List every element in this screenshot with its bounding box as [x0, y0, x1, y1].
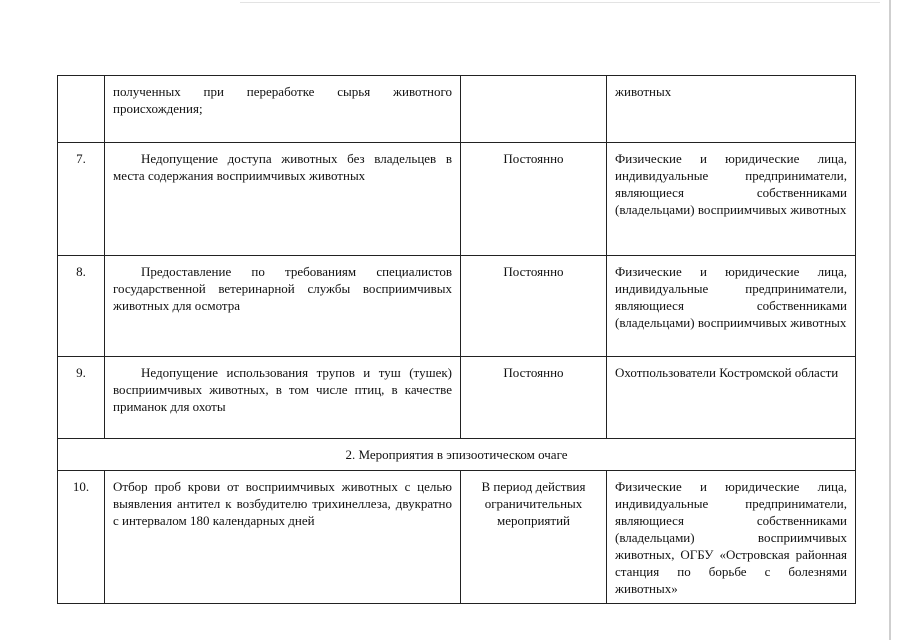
- responsible-cell: Физические и юридические лица, индивидуальные предприниматели, являющиеся собственниками (владельцами) восприимчивых животных: [607, 256, 856, 357]
- deadline-cell: Постоянно: [461, 357, 607, 439]
- row-number-cell: [58, 76, 105, 143]
- table-row-8: [58, 256, 856, 357]
- measure-description-text: Недопущение доступа животных без владельцев в места содержания восприимчивых животных: [113, 151, 452, 183]
- scan-top-line: [240, 2, 880, 3]
- section-heading: 2. Мероприятия в эпизоотическом очаге: [58, 439, 856, 471]
- measure-description-text: Недопущение использования трупов и туш (тушек) восприимчивых животных, в том числе птиц, в качестве приманок для охоты: [113, 365, 452, 414]
- deadline-cell: Постоянно: [461, 143, 607, 256]
- table-row-continuation: [58, 76, 856, 143]
- measure-description-cell: [105, 256, 461, 357]
- table-row-7: [58, 143, 856, 256]
- deadline-cell: В период действия ограничительных мероприятий: [461, 471, 607, 604]
- measure-description-cell: полученных при переработке сырья животного происхождения;: [105, 76, 461, 143]
- responsible-cell: Физические и юридические лица, индивидуальные предприниматели, являющиеся собственниками (владельцами) восприимчивых животных: [607, 143, 856, 256]
- section-heading-row: [58, 439, 856, 471]
- table-row-10: [58, 471, 856, 604]
- measure-description-cell: [105, 357, 461, 439]
- row-number-cell: 8.: [58, 256, 105, 357]
- responsible-cell: животных: [607, 76, 856, 143]
- deadline-cell: [461, 76, 607, 143]
- measure-description-cell: [105, 143, 461, 256]
- responsible-cell: Физические и юридические лица, индивидуальные предприниматели, являющиеся собственниками (владельцами) восприимчивых животных, ОГБУ «Островская районная станция по борьбе с болезнями животных»: [607, 471, 856, 604]
- measure-description-cell: Отбор проб крови от восприимчивых животных с целью выявления антител к возбудителю трихинеллеза, двукратно с интервалом 180 календарных дней: [105, 471, 461, 604]
- row-number-cell: 10.: [58, 471, 105, 604]
- deadline-cell: Постоянно: [461, 256, 607, 357]
- scan-page-edge: [889, 0, 891, 640]
- row-number-cell: 7.: [58, 143, 105, 256]
- measure-description-text: Предоставление по требованиям специалистов государственной ветеринарной службы восприимчивых животных для осмотра: [113, 264, 452, 313]
- measures-table: [57, 75, 856, 604]
- table-row-9: [58, 357, 856, 439]
- row-number-cell: 9.: [58, 357, 105, 439]
- responsible-cell: Охотпользователи Костромской области: [607, 357, 856, 439]
